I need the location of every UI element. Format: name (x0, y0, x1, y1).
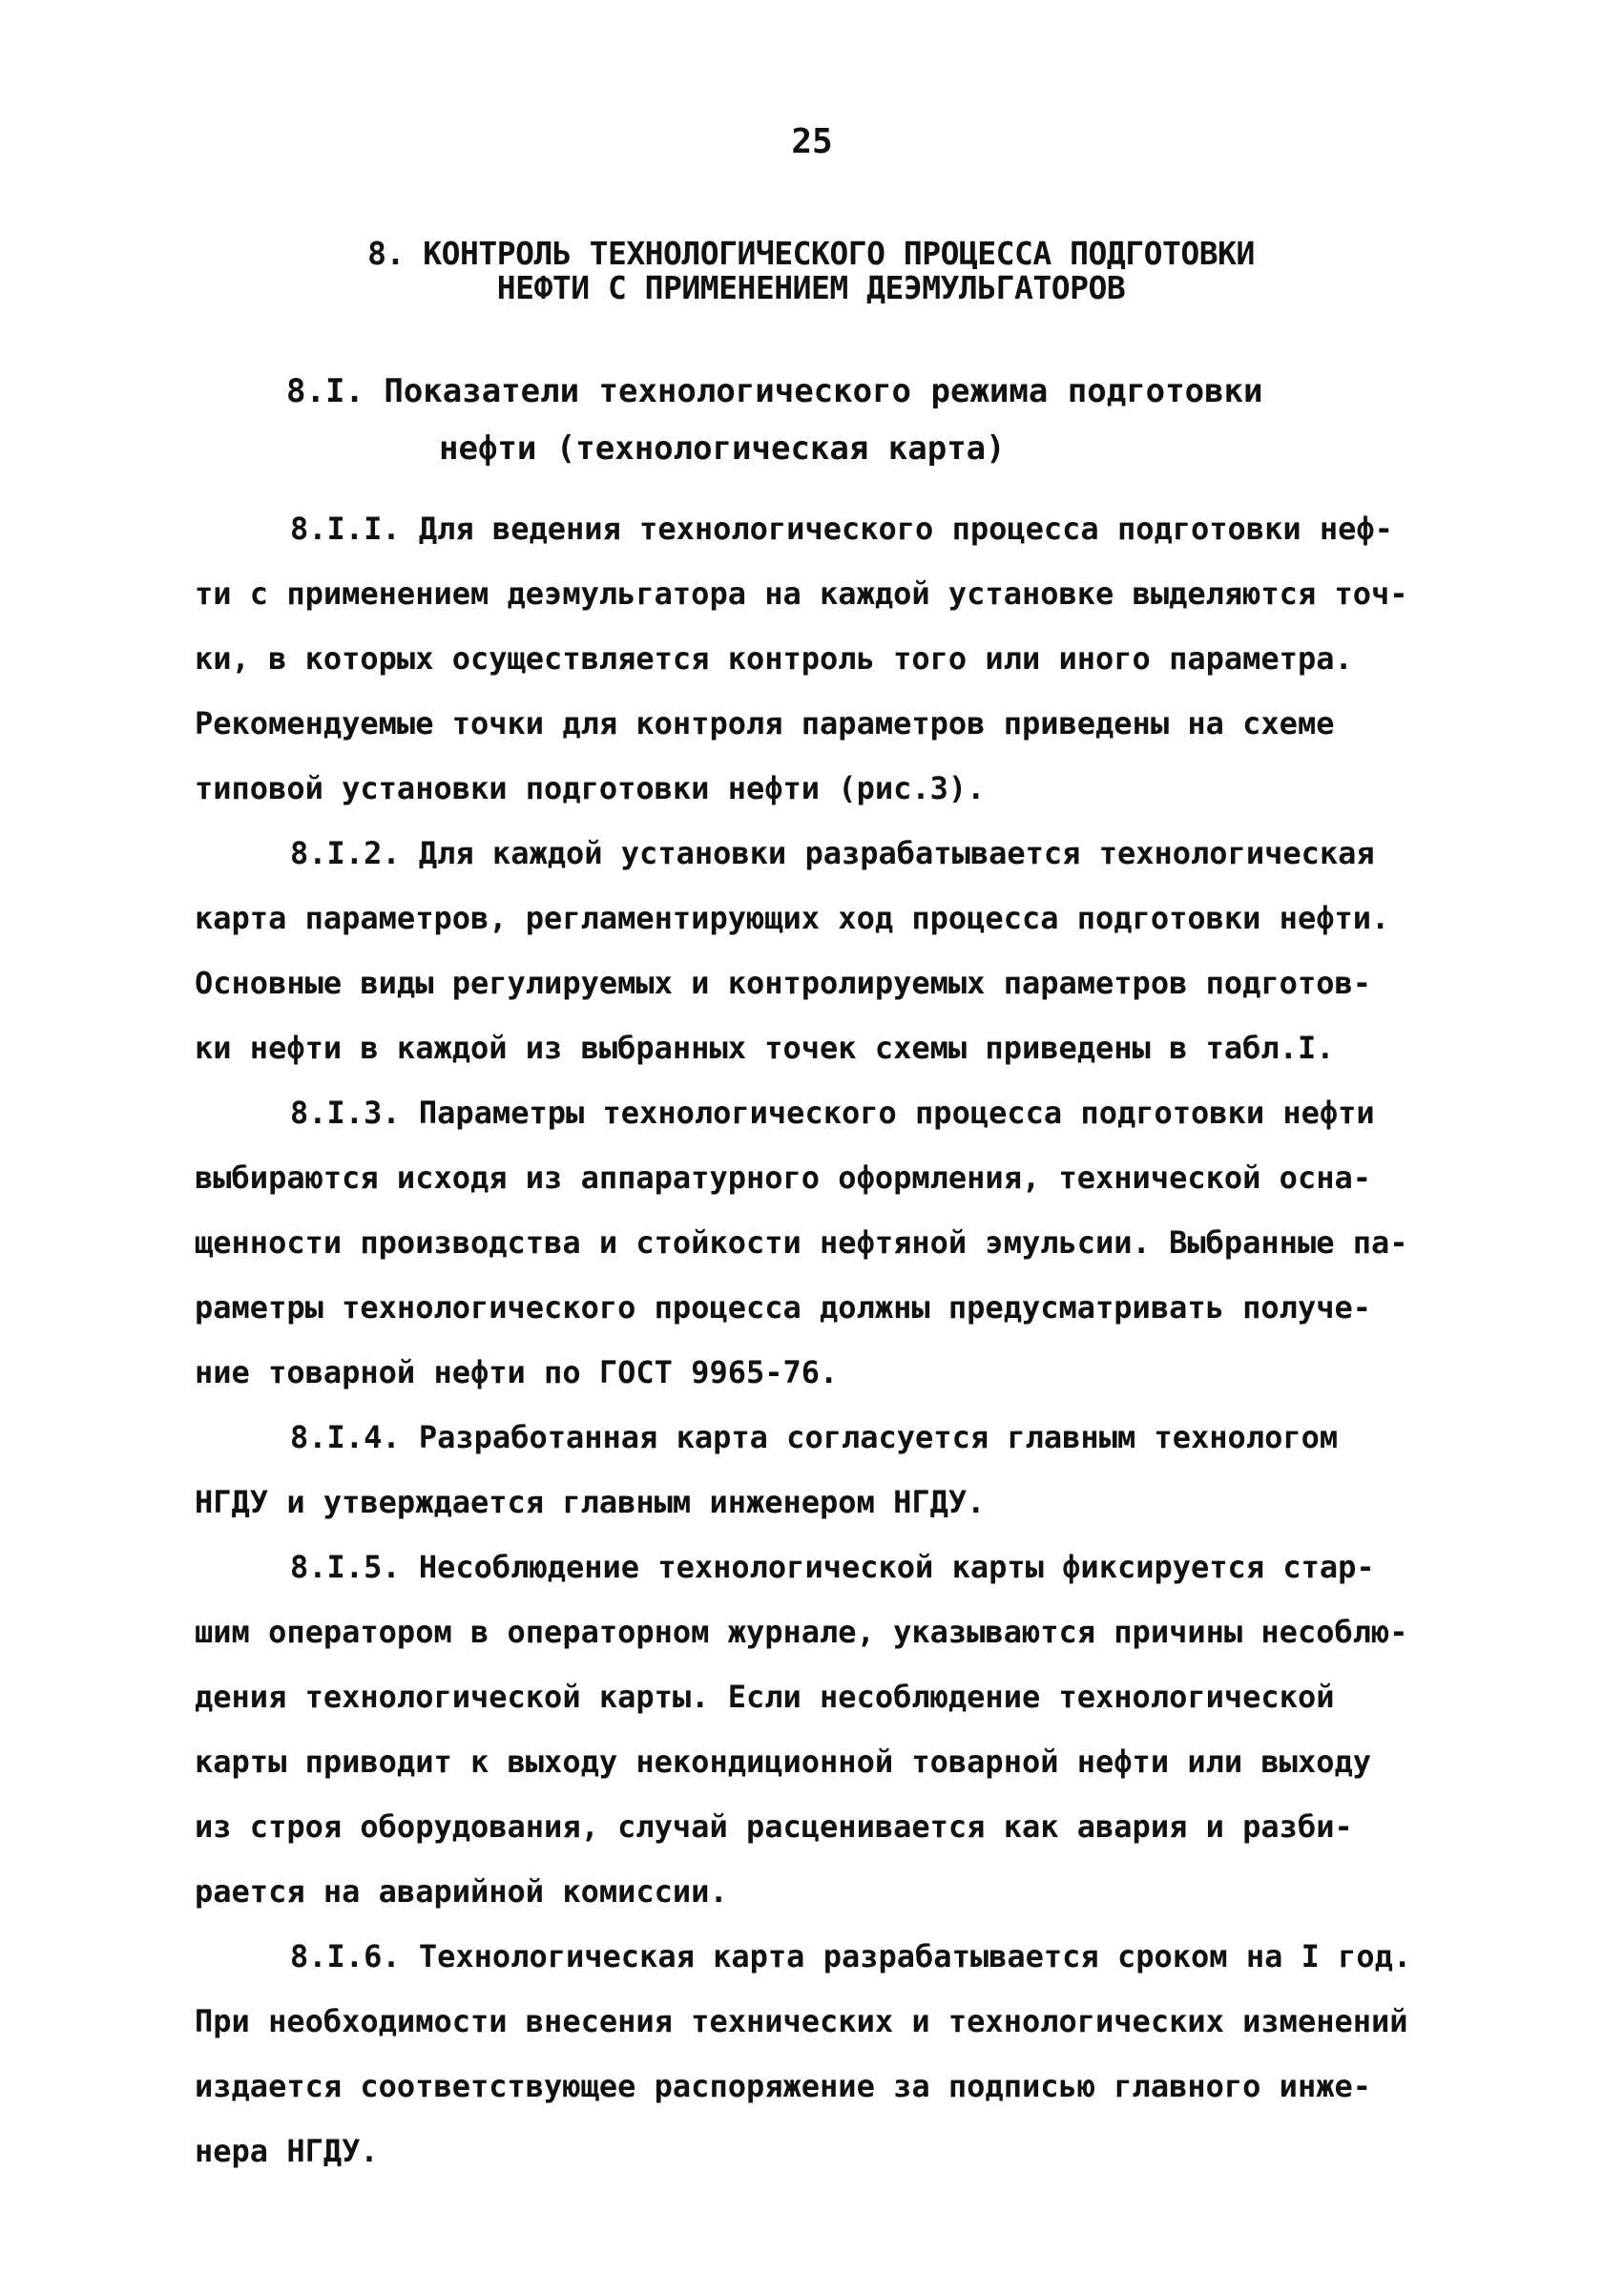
paragraph-8-1-4 (195, 1405, 1473, 1535)
paragraph-line: Рекомендуемые точки для контроля параметров приведены на схеме (195, 705, 1335, 742)
section-heading-line-1: 8.I. Показатели технологического режима подготовки (286, 372, 1263, 410)
paragraph-line: 8.I.5. Несоблюдение технологической карты фиксируется стар- (290, 1549, 1375, 1585)
paragraph-8-1-2 (195, 821, 1473, 1080)
paragraph-line: При необходимости внесения технических и технологических изменений (195, 2003, 1408, 2039)
paragraph-line: дения технологической карты. Если несоблюдение технологической (195, 1679, 1335, 1715)
paragraph-line: нера НГДУ. (195, 2133, 379, 2169)
paragraph-line: щенности производства и стойкости нефтяной эмульсии. Выбранные па- (195, 1224, 1408, 1261)
paragraph-line: 8.I.3. Параметры технологического процесса подготовки нефти (290, 1095, 1375, 1131)
paragraph-8-1-1 (195, 496, 1473, 821)
paragraph-line: 8.I.2. Для каждой установки разрабатывается технологическая (290, 835, 1375, 871)
body-text (195, 496, 1473, 2183)
paragraph-line: карта параметров, регламентирующих ход процесса подготовки нефти. (195, 900, 1390, 936)
section-heading-line-2: нефти (технологическая карта) (439, 429, 1006, 468)
chapter-title (286, 237, 1336, 305)
paragraph-8-1-6 (195, 1924, 1473, 2183)
chapter-title-line-2: НЕФТИ С ПРИМЕНЕНИЕМ ДЕЭМУЛЬГАТОРОВ (496, 269, 1126, 306)
paragraph-line: 8.I.I. Для ведения технологического процесса подготовки неф- (290, 511, 1393, 547)
paragraph-line: 8.I.4. Разработанная карта согласуется главным технологом (290, 1419, 1339, 1455)
paragraph-line: ки, в которых осуществляется контроль того или иного параметра. (195, 640, 1353, 677)
paragraph-line: из строя оборудования, случай расценивается как авария и разби- (195, 1808, 1353, 1845)
page-number: 25 (791, 122, 833, 161)
paragraph-line: типовой установки подготовки нефти (рис.3). (195, 770, 986, 806)
paragraph-line: ние товарной нефти по ГОСТ 9965-76. (195, 1354, 839, 1390)
paragraph-line: карты приводит к выходу некондиционной товарной нефти или выходу (195, 1744, 1371, 1780)
paragraph-line: шим оператором в операторном журнале, указываются причины несоблю- (195, 1614, 1408, 1650)
paragraph-line: НГДУ и утверждается главным инженером НГДУ. (195, 1484, 986, 1520)
paragraph-line: рается на аварийной комиссии. (195, 1873, 728, 1910)
paragraph-line: Основные виды регулируемых и контролируемых параметров подготов- (195, 965, 1371, 1001)
paragraph-line: издается соответствующее распоряжение за подписью главного инже- (195, 2068, 1371, 2104)
paragraph-8-1-5 (195, 1535, 1473, 1924)
paragraph-line: ки нефти в каждой из выбранных точек схемы приведены в табл.I. (195, 1030, 1335, 1066)
paragraph-8-1-3 (195, 1080, 1473, 1405)
paragraph-line: выбираются исходя из аппаратурного оформления, технической осна- (195, 1159, 1371, 1196)
paragraph-line: ти с применением деэмульгатора на каждой установке выделяются точ- (195, 575, 1408, 612)
paragraph-line: 8.I.6. Технологическая карта разрабатывается сроком на I год. (290, 1938, 1412, 1974)
section-heading (286, 363, 1431, 477)
chapter-title-line-1: 8. КОНТРОЛЬ ТЕХНОЛОГИЧЕСКОГО ПРОЦЕССА ПОДГОТОВКИ (367, 235, 1255, 272)
paragraph-line: раметры технологического процесса должны предусматривать получе- (195, 1289, 1371, 1326)
